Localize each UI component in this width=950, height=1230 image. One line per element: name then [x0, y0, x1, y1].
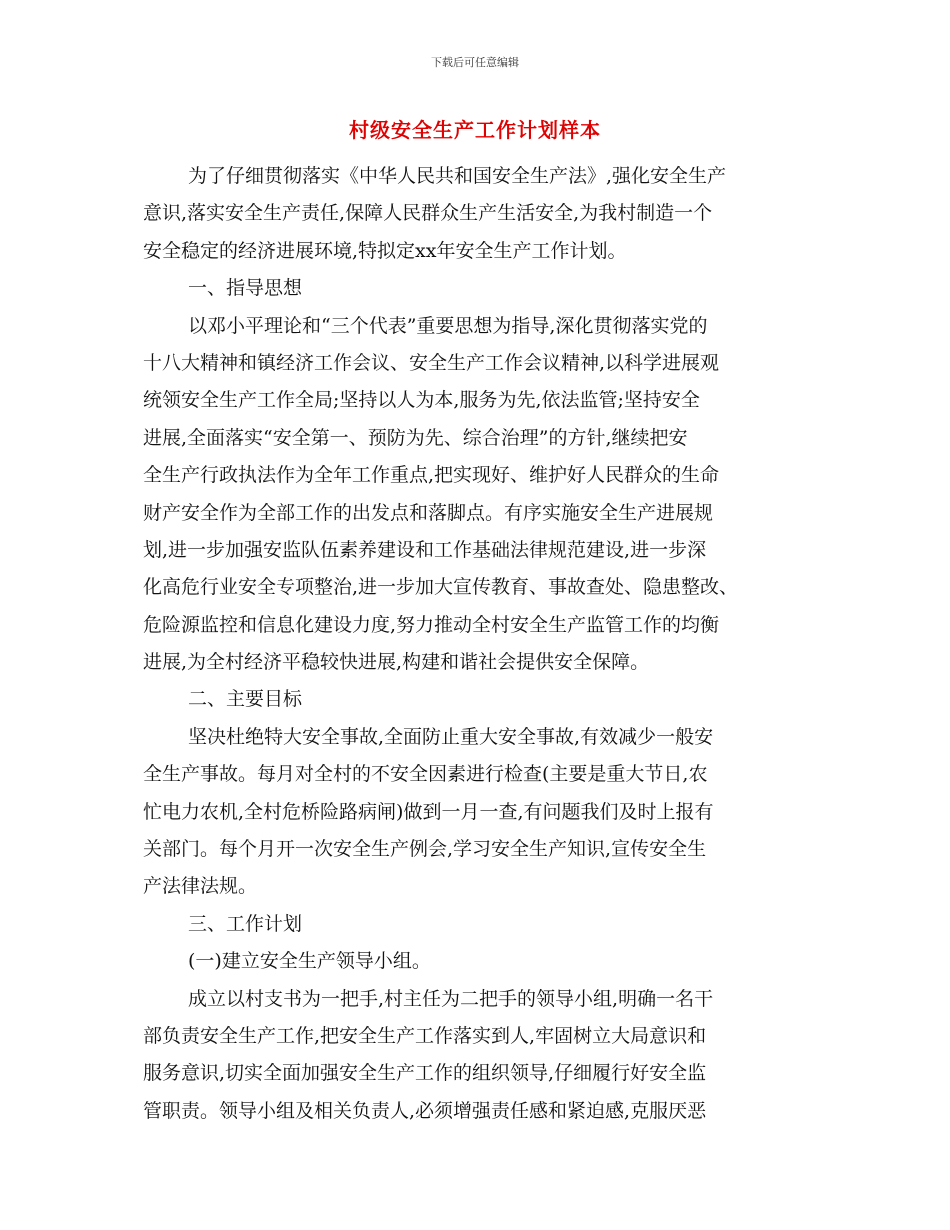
text-line: 进展,全面落实“安全第一、预防为先、综合治理”的方针,继续把安	[143, 426, 688, 449]
text-line: 全生产行政执法作为全年工作重点,把实现好、维护好人民群众的生命	[143, 464, 720, 487]
text-line: 安全稳定的经济进展环境,特拟定xx年安全生产工作计划。	[143, 239, 627, 262]
text-line: 以邓小平理论和“三个代表”重要思想为指导,深化贯彻落实党的	[188, 314, 708, 337]
text-line: 危险源监控和信息化建设力度,努力推动全村安全生产监管工作的均衡	[143, 613, 720, 636]
text-line: 划,进一步加强安监队伍素养建设和工作基础法律规范建设,进一步深	[143, 538, 707, 561]
text-line: 财产安全作为全部工作的出发点和落脚点。有序实施安全生产进展规	[143, 501, 714, 524]
document-title: 村级安全生产工作计划样本	[349, 118, 601, 142]
text-line: 三、工作计划	[188, 912, 303, 935]
text-line: 化高危行业安全专项整治,进一步加大宣传教育、事故查处、隐患整改、	[143, 576, 739, 599]
text-line: 成立以村支书为一把手,村主任为二把手的领导小组,明确一名干	[188, 987, 714, 1010]
text-line: 部负责安全生产工作,把安全生产工作落实到人,牢固树立大局意识和	[143, 1024, 707, 1047]
text-line: 全生产事故。每月对全村的不安全因素进行检查(主要是重大节日,农	[143, 763, 708, 786]
text-line: 意识,落实安全生产责任,保障人民群众生产生活安全,为我村制造一个	[143, 202, 713, 225]
text-line: 十八大精神和镇经济工作会议、安全生产工作会议精神,以科学进展观	[143, 351, 720, 374]
text-line: 管职责。领导小组及相关负责人,必须增强责任感和紧迫感,克服厌恶	[143, 1099, 707, 1122]
text-line: (一)建立安全生产领导小组。	[188, 950, 431, 973]
text-line: 一、指导思想	[188, 277, 303, 300]
text-line: 统领安全生产工作全局;坚持以人为本,服务为先,依法监管;坚持安全	[143, 389, 700, 412]
text-line: 忙电力农机,全村危桥险路病闸)做到一月一查,有问题我们及时上报有	[143, 800, 714, 823]
text-line: 产法律法规。	[143, 875, 258, 898]
text-line: 二、主要目标	[188, 688, 303, 711]
page-header-note: 下载后可任意编辑	[431, 56, 519, 69]
document-body	[143, 158, 808, 1130]
text-line: 坚决杜绝特大安全事故,全面防止重大安全事故,有效减少一般安	[188, 725, 714, 748]
text-line: 进展,为全村经济平稳较快进展,构建和谐社会提供安全保障。	[143, 651, 650, 674]
text-line: 服务意识,切实全面加强安全生产工作的组织领导,仔细履行好安全监	[143, 1062, 707, 1085]
text-line: 为了仔细贯彻落实《中华人民共和国安全生产法》,强化安全生产	[188, 165, 727, 187]
text-line: 关部门。每个月开一次安全生产例会,学习安全生产知识,宣传安全生	[143, 838, 707, 861]
